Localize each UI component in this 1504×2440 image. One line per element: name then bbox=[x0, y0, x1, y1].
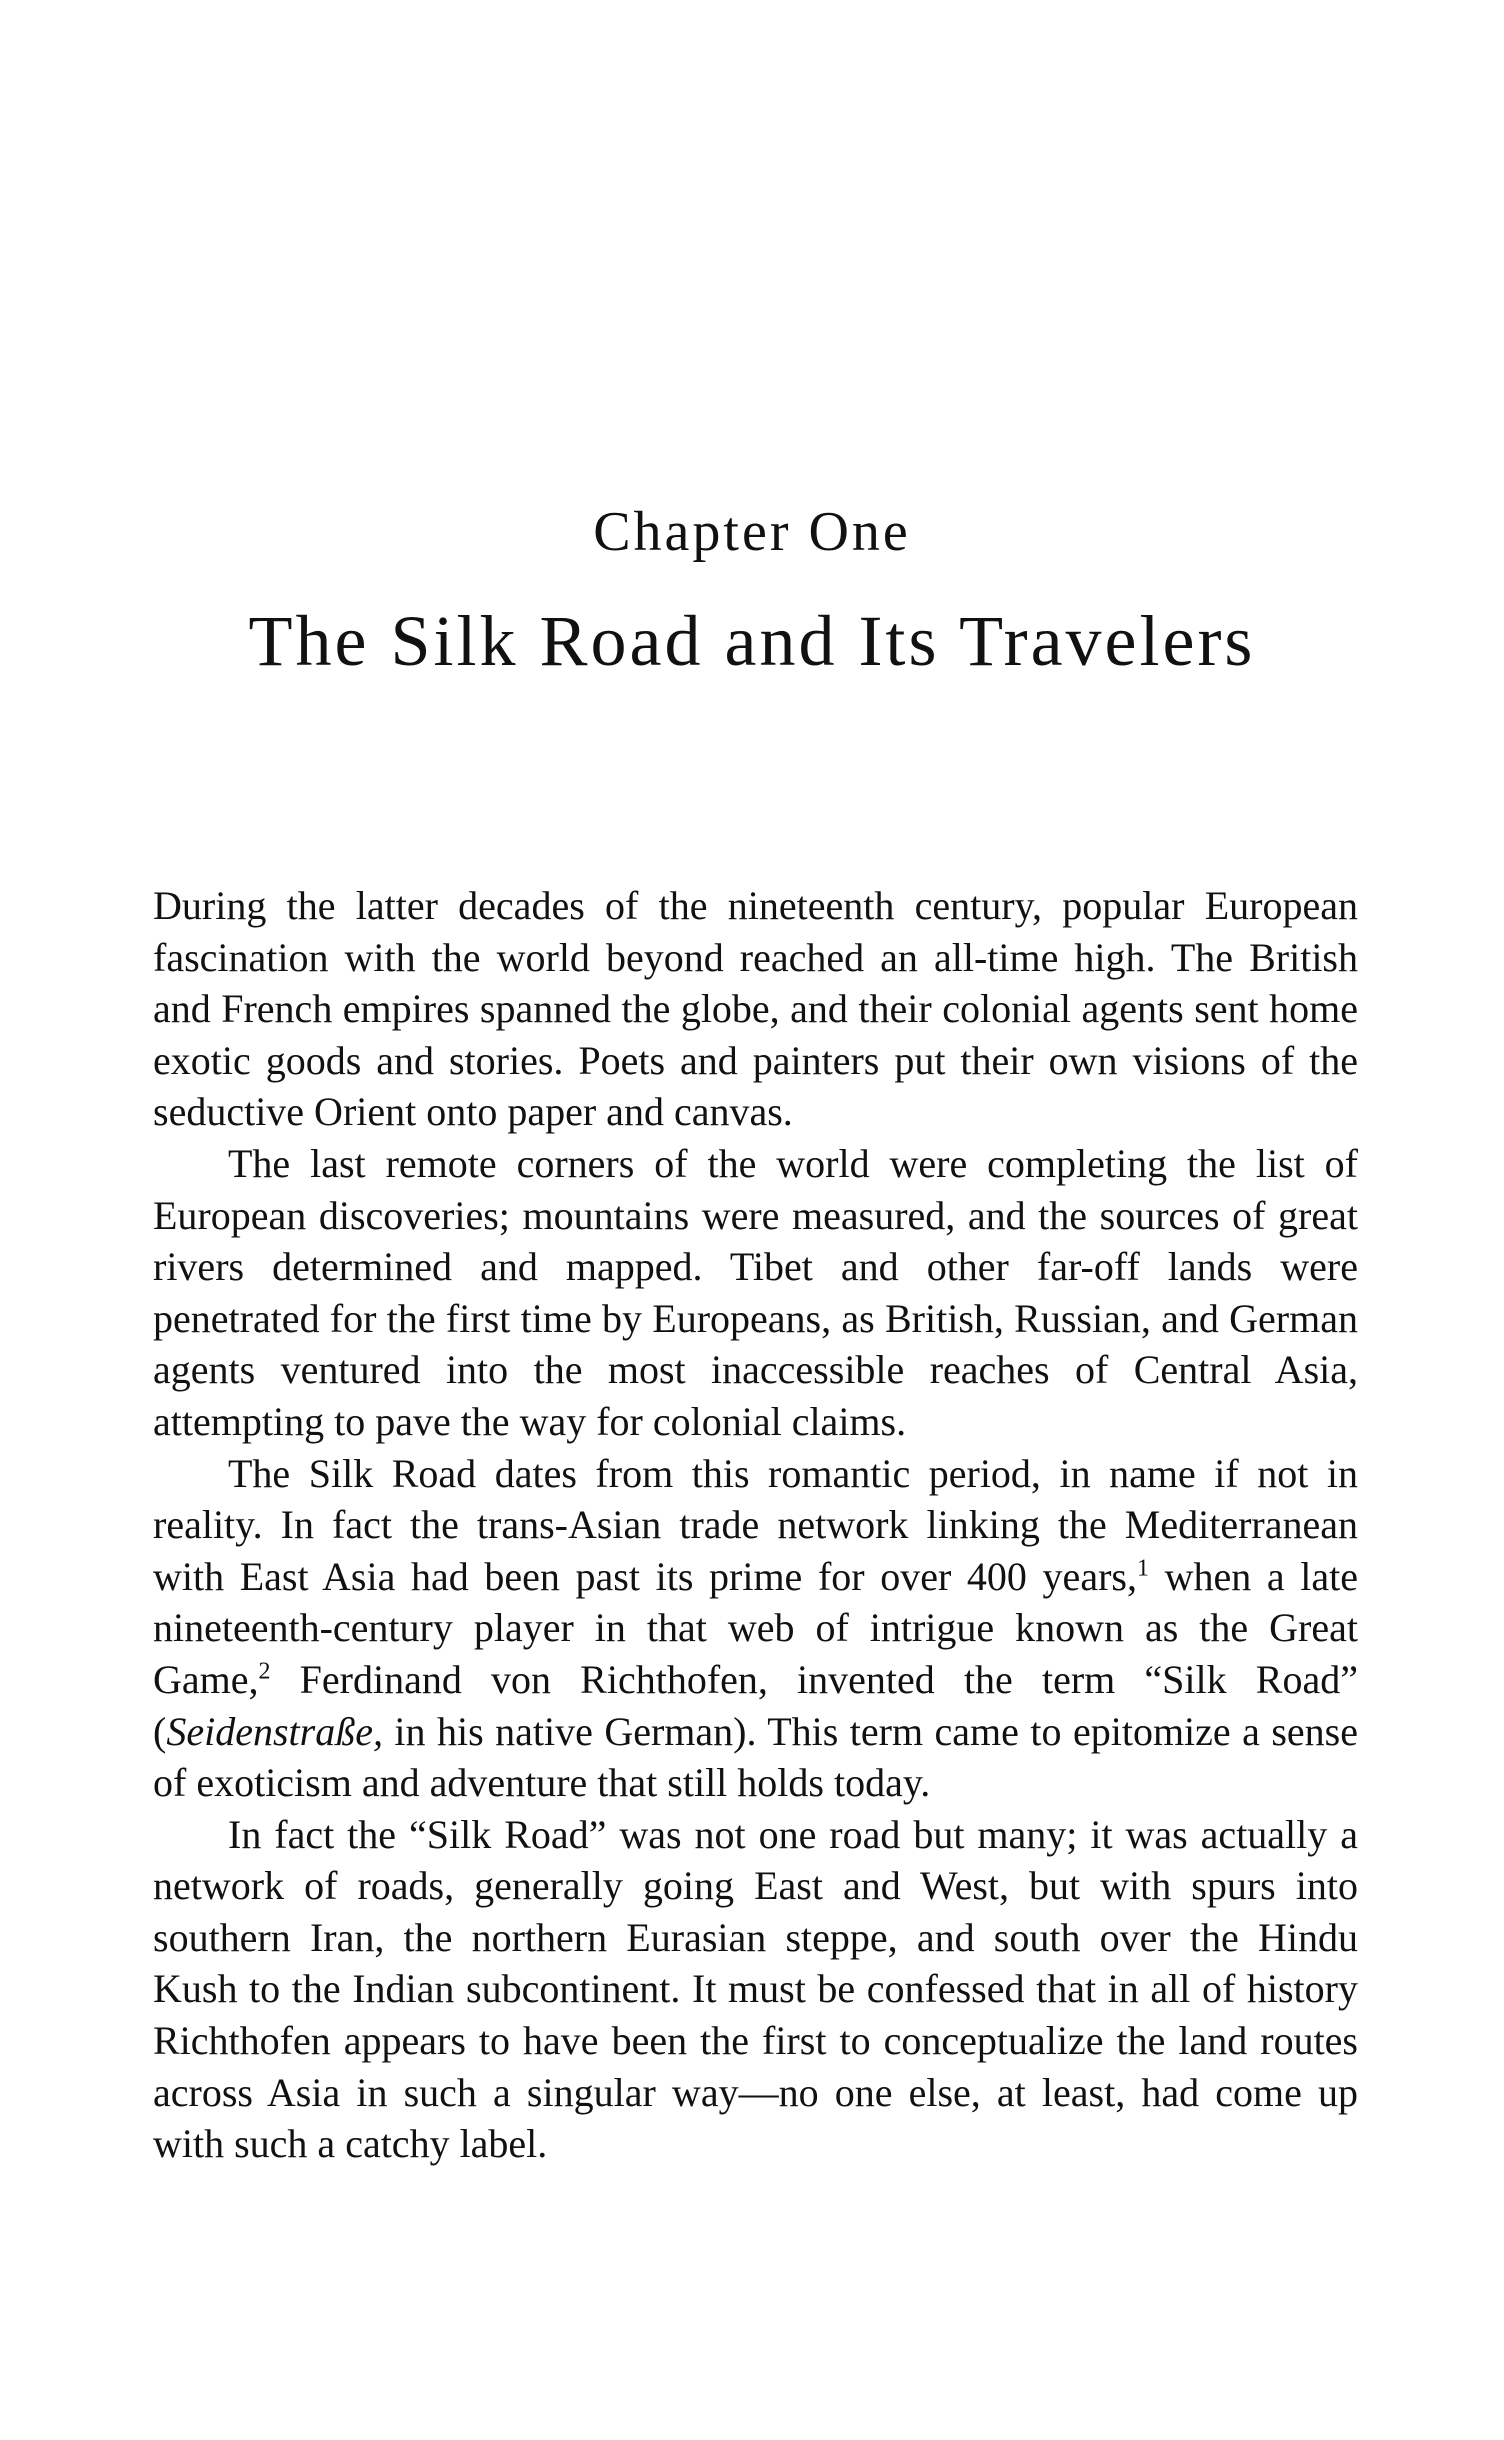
paragraph-3-text-a: The Silk Road dates from this romantic period, in name if not in reality. In fact the trans-Asian trade network linking the Mediterranean with East Asia had been past its prime for over 400 years, bbox=[153, 1450, 1358, 1599]
paragraph-3-text-c: Ferdinand von Richthofen, invented the term “Silk Road” ( bbox=[153, 1656, 1358, 1754]
paragraph-3 bbox=[153, 1448, 1358, 1809]
chapter-title: The Silk Road and Its Travelers bbox=[248, 601, 1256, 681]
italic-term: Seidenstraße, bbox=[166, 1708, 383, 1754]
chapter-body bbox=[153, 880, 1358, 2170]
paragraph-3-text-b: when a late nineteenth-century player in that web of intrigue known as the Great Game, bbox=[153, 1553, 1358, 1702]
paragraph-2: The last remote corners of the world were completing the list of European discoveries; mountains were measured, and the sources of great rivers determined and mapped. Tibet and other far-off lands were penetrated for the first time by Europeans, as British, Russian, and German agents ventured into the most inaccessible reaches of Central Asia, attempting to pave the way for colonial claims. bbox=[153, 1140, 1358, 1444]
paragraph-1: During the latter decades of the nineteenth century, popular European fascination with the world beyond reached an all-time high. The British and French empires spanned the globe, and their colonial agents sent home exotic goods and stories. Poets and painters put their own visions of the seductive Orient onto paper and canvas. bbox=[153, 883, 1358, 1135]
footnote-ref-2: 2 bbox=[258, 1658, 271, 1685]
chapter-label: Chapter One bbox=[593, 501, 911, 563]
paragraph-4: In fact the “Silk Road” was not one road but many; it was actually a network of roads, generally going East and West, but with spurs into southern Iran, the northern Eurasian steppe, and south over the Hindu Kush to the Indian subcontinent. It must be confessed that in all of history Richthofen appears to have been the first to conceptualize the land routes across Asia in such a singular way—no one else, at least, had come up with such a catchy label. bbox=[153, 1811, 1358, 2167]
footnote-ref-1: 1 bbox=[1136, 1555, 1149, 1582]
paragraph-3-text-d: in his native German). This term came to epitomize a sense of exoticism and adventure that still holds today. bbox=[153, 1708, 1358, 1806]
